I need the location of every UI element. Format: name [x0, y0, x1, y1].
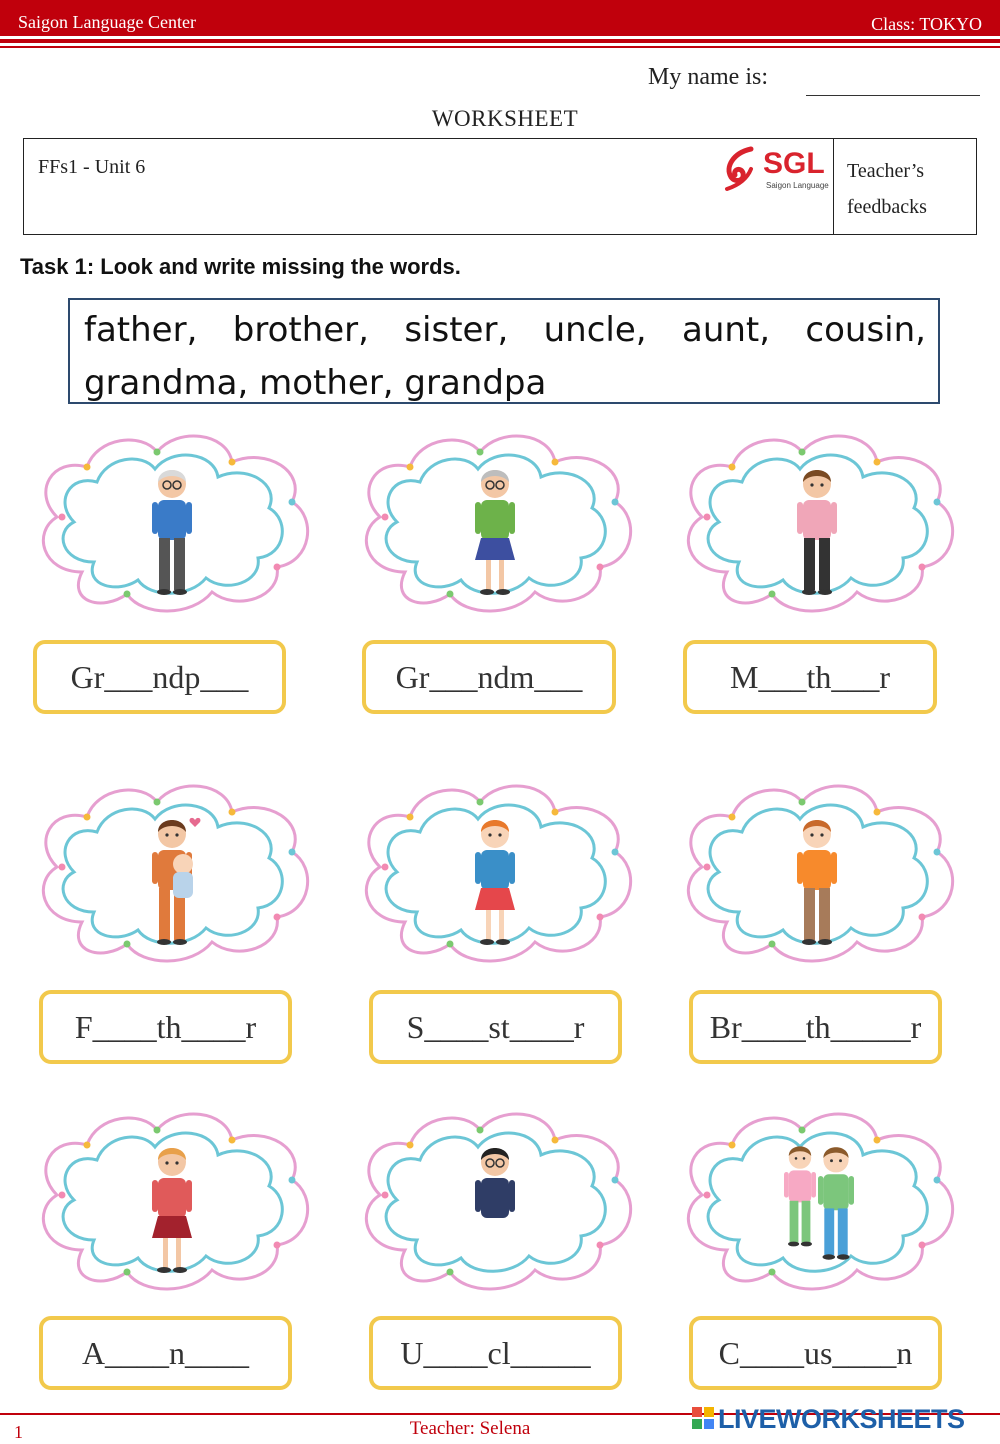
info-box-divider [833, 139, 834, 234]
aunt-illustration [127, 1140, 217, 1285]
task1-title: Task 1: Look and write missing the words. [20, 254, 461, 279]
answer-field[interactable]: Gr___ndm___ [362, 640, 616, 714]
page-number: 1 [14, 1422, 23, 1442]
uncle-illustration [450, 1140, 540, 1285]
answer-field[interactable]: A____n____ [39, 1316, 292, 1390]
cousin-illustration [772, 1140, 862, 1285]
answer-field[interactable]: M___th___r [683, 640, 937, 714]
teacher-feedback-label: Teacher’s feedbacks [847, 160, 927, 218]
header-bar [0, 0, 1000, 36]
word-bank: father, brother, sister, uncle, aunt, cousin, grandma, mother, grandpa [68, 298, 940, 404]
answer-field[interactable]: C____us____n [689, 1316, 942, 1390]
header-divider-thin [0, 46, 1000, 48]
unit-label: FFs1 - Unit 6 [38, 156, 146, 178]
mother-illustration [772, 462, 862, 607]
answer-field[interactable]: U____cl_____ [369, 1316, 622, 1390]
sister-illustration [450, 812, 540, 957]
answer-field[interactable]: Gr___ndp___ [33, 640, 286, 714]
liveworksheets-logo-icon [692, 1407, 716, 1433]
answer-field[interactable]: S____st____r [369, 990, 622, 1064]
brother-illustration [772, 812, 862, 957]
grandma-illustration [450, 462, 540, 607]
header-divider [0, 39, 1000, 43]
sgl-swoosh-icon [721, 145, 765, 193]
name-label: My name is: [648, 64, 768, 90]
answer-field[interactable]: F____th____r [39, 990, 292, 1064]
grandpa-illustration [127, 462, 217, 607]
liveworksheets-watermark: LIVEWORKSHEETS [692, 1404, 992, 1436]
school-name: Saigon Language Center [18, 12, 196, 32]
sgl-logo: SGL Saigon Language [721, 145, 831, 195]
father-illustration [127, 812, 217, 957]
answer-field[interactable]: Br____th_____r [689, 990, 942, 1064]
worksheet-title: WORKSHEET [431, 106, 579, 131]
info-box [23, 138, 977, 235]
class-label: Class: TOKYO [871, 14, 982, 34]
name-input-line[interactable] [806, 95, 980, 96]
teacher-name: Teacher: Selena [409, 1418, 531, 1439]
